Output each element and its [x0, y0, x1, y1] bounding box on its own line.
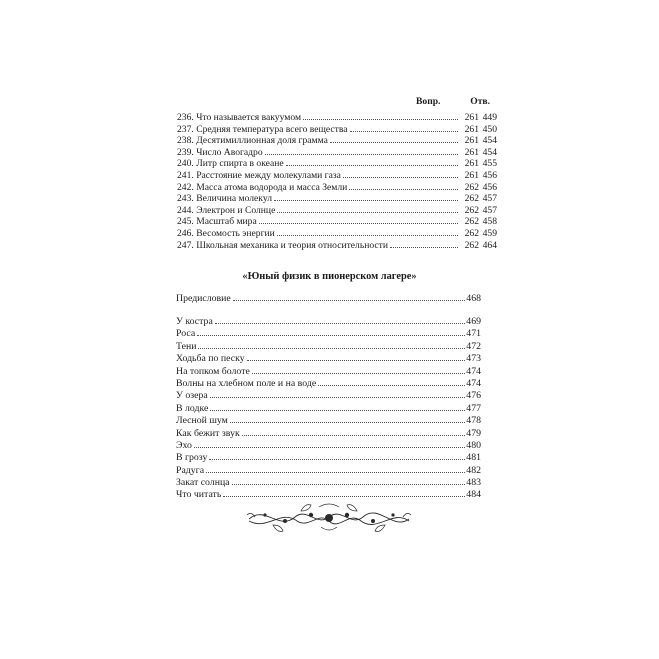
entry-title: Ходьба по песку	[176, 353, 245, 365]
question-page: 261	[464, 146, 479, 158]
chapter-entry[interactable]	[176, 390, 481, 402]
dot-leader	[210, 397, 466, 398]
chapter-entry[interactable]	[176, 353, 481, 365]
entry-page: 474	[466, 365, 481, 377]
chapter-entry[interactable]	[176, 328, 481, 340]
question-page: 261	[464, 158, 479, 170]
question-entry[interactable]	[177, 204, 497, 217]
entry-title: У озера	[176, 390, 208, 402]
entry-title: В грозу	[176, 452, 208, 464]
answer-column-header: Отв.	[470, 96, 490, 107]
entry-page: 483	[466, 477, 481, 489]
chapter-entry[interactable]	[176, 477, 481, 489]
preface-entry[interactable]	[176, 293, 481, 305]
answer-page: 457	[482, 193, 497, 205]
entry-title: 245. Масштаб мира	[177, 216, 257, 228]
dot-leader	[232, 484, 466, 485]
entry-page: 468	[466, 293, 481, 304]
dot-leader	[230, 422, 465, 423]
question-entry[interactable]	[177, 112, 497, 124]
dot-leader	[390, 247, 458, 248]
answer-page: 458	[482, 216, 497, 228]
entry-page: 476	[466, 390, 481, 402]
question-entry[interactable]	[177, 158, 497, 170]
answer-page: 464	[482, 239, 497, 251]
dot-leader	[206, 472, 465, 473]
entry-title: 243. Величина молекул	[177, 193, 272, 205]
entry-title: 238. Десятимиллионная доля грамма	[177, 135, 328, 147]
entry-title: Тени	[176, 340, 197, 352]
section-title: «Юный физик в пионерском лагере»	[242, 271, 417, 282]
question-column-header: Вопр.	[416, 96, 441, 107]
question-entry[interactable]	[177, 227, 497, 240]
chapter-entry[interactable]	[176, 316, 481, 328]
answer-page: 449	[482, 112, 497, 123]
answer-page: 450	[482, 123, 497, 135]
dot-leader	[277, 212, 458, 213]
dot-leader	[252, 373, 465, 374]
column-headers	[416, 96, 490, 107]
question-entry[interactable]	[177, 123, 497, 136]
entry-title: Лесной шум	[176, 415, 228, 427]
chapter-entry[interactable]	[176, 403, 481, 415]
entry-page: 471	[466, 328, 481, 340]
entry-title: 239. Число Авогадро	[177, 146, 263, 158]
dot-leader	[343, 177, 458, 178]
question-page: 262	[464, 227, 479, 239]
entry-title: Радуга	[176, 464, 205, 476]
question-entry[interactable]	[177, 146, 497, 159]
entry-page: 481	[466, 452, 481, 464]
dot-leader	[330, 142, 458, 143]
chapter-entry[interactable]	[176, 428, 481, 440]
dot-leader	[303, 119, 458, 120]
chapter-entry[interactable]	[176, 378, 481, 390]
answer-page: 459	[482, 227, 497, 239]
dot-leader	[318, 385, 465, 386]
dot-leader	[233, 300, 466, 301]
entry-page: 469	[466, 316, 481, 327]
dot-leader	[350, 131, 458, 132]
question-page: 261	[464, 123, 479, 135]
dot-leader	[247, 360, 466, 361]
entry-title: Роса	[176, 328, 196, 340]
question-page: 262	[464, 239, 479, 251]
question-entry[interactable]	[177, 169, 497, 182]
question-page: 261	[464, 169, 479, 181]
question-entry[interactable]	[177, 135, 497, 147]
answer-page: 456	[482, 169, 497, 181]
chapter-entry[interactable]	[176, 366, 481, 378]
chapter-entry[interactable]	[176, 341, 481, 353]
entry-title: 247. Школьная механика и теория относительности	[177, 239, 388, 251]
entry-title: 244. Электрон и Солнце	[177, 204, 276, 216]
answer-page: 454	[482, 146, 497, 158]
questions-list	[177, 112, 497, 251]
entry-page: 482	[466, 464, 481, 476]
entry-page: 472	[466, 340, 481, 352]
entry-title: Эхо	[176, 439, 192, 451]
entry-title: 237. Средняя температура всего вещества	[177, 123, 348, 135]
dot-leader	[286, 165, 458, 166]
entry-title: У костра	[176, 316, 213, 327]
answer-page: 456	[482, 181, 497, 193]
chapter-entry[interactable]	[176, 440, 481, 452]
entry-page: 479	[466, 427, 481, 439]
entry-page: 478	[466, 415, 481, 427]
dot-leader	[197, 335, 465, 336]
dot-leader	[198, 348, 465, 349]
question-entry[interactable]	[177, 193, 497, 205]
entry-title: На топком болоте	[176, 365, 250, 377]
dot-leader	[210, 410, 465, 411]
entry-title: 246. Весомость энергии	[177, 227, 275, 239]
entry-title: В лодке	[176, 402, 209, 414]
answer-page: 457	[482, 204, 497, 216]
chapters-list	[176, 316, 481, 502]
entry-page: 477	[466, 402, 481, 414]
entry-title: 240. Литр спирта в океане	[177, 158, 284, 170]
answer-page: 454	[482, 135, 497, 147]
dot-leader	[215, 323, 466, 324]
entry-title: 242. Масса атома водорода и масса Земли	[177, 181, 348, 193]
dot-leader	[277, 235, 458, 236]
entry-page: 484	[466, 489, 481, 501]
chapter-entry[interactable]	[176, 415, 481, 427]
question-page: 262	[464, 216, 479, 228]
question-page: 262	[464, 204, 479, 216]
entry-title: Как бежит звук	[176, 427, 240, 439]
dot-leader	[349, 189, 458, 190]
question-entry[interactable]	[177, 216, 497, 228]
entry-title: 241. Расстояние между молекулами газа	[177, 169, 341, 181]
chapter-entry[interactable]	[176, 465, 481, 477]
entry-page: 480	[466, 439, 481, 451]
entry-title: Волны на хлебном поле и на воде	[176, 377, 317, 389]
entry-title: 236. Что называется вакуумом	[177, 112, 302, 123]
entry-page: 473	[466, 353, 481, 365]
entry-title: Закат солнца	[176, 477, 230, 489]
chapter-entry[interactable]	[176, 452, 481, 464]
entry-title: Предисловие	[176, 293, 231, 304]
floral-vignette-icon	[245, 497, 413, 537]
answer-page: 455	[482, 158, 497, 170]
question-page: 262	[464, 181, 479, 193]
dot-leader	[274, 200, 458, 201]
entry-page: 474	[466, 377, 481, 389]
question-entry[interactable]	[177, 181, 497, 194]
dot-leader	[265, 154, 458, 155]
question-page: 262	[464, 193, 479, 205]
dot-leader	[194, 447, 465, 448]
dot-leader	[259, 223, 458, 224]
dot-leader	[209, 459, 465, 460]
question-page: 261	[464, 135, 479, 147]
question-entry[interactable]	[177, 239, 497, 252]
entry-title: Что читать	[176, 489, 222, 501]
question-page: 261	[464, 112, 479, 123]
dot-leader	[242, 435, 466, 436]
